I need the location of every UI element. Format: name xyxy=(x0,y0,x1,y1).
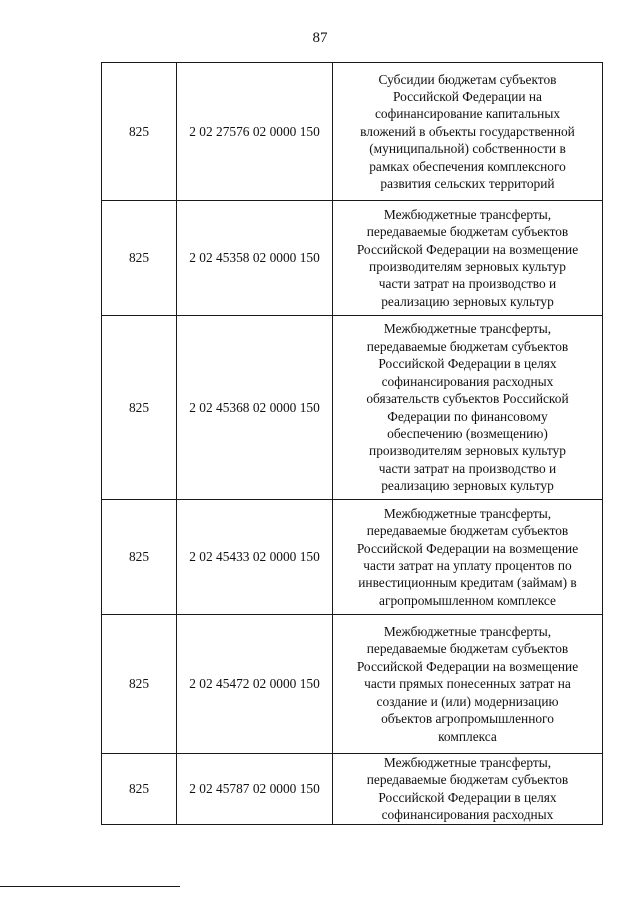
admin-code-cell: 825 xyxy=(102,615,177,754)
admin-code-cell: 825 xyxy=(102,500,177,615)
description-line: Межбюджетные трансферты, xyxy=(383,755,552,770)
description-line: передаваемые бюджетам субъектов xyxy=(366,338,569,354)
description-line: передаваемые бюджетам субъектов xyxy=(366,523,569,539)
description-line: части прямых понесенных затрат на xyxy=(364,676,571,692)
footnote-divider xyxy=(0,886,180,887)
table-row xyxy=(102,500,603,615)
description-cell xyxy=(333,754,603,825)
description-cell xyxy=(333,500,603,615)
description-line: части затрат на производство и xyxy=(378,460,557,476)
table-row xyxy=(102,63,603,201)
admin-code-cell: 825 xyxy=(102,63,177,201)
description-line: агропромышленном комплексе xyxy=(379,592,556,608)
description-line: софинансирования расходных xyxy=(381,373,554,389)
description-cell xyxy=(333,63,603,201)
description-line: передаваемые бюджетам субъектов xyxy=(366,224,569,240)
description-line: обеспечению (возмещению) xyxy=(387,425,548,441)
table-body xyxy=(102,63,603,825)
description-line: передаваемые бюджетам субъектов xyxy=(366,772,569,788)
description-line: Межбюджетные трансферты, xyxy=(383,505,552,521)
budget-code-cell: 2 02 45472 02 0000 150 xyxy=(177,615,333,754)
description-line: Межбюджетные трансферты, xyxy=(383,624,552,640)
description-line: комплекса xyxy=(438,728,497,744)
description-line: Российской Федерации на возмещение xyxy=(356,658,579,674)
page-number: 87 xyxy=(312,30,328,46)
description-line: производителям зерновых культур xyxy=(369,259,566,274)
description-line: Российской Федерации в целях xyxy=(378,789,557,805)
table-row xyxy=(102,316,603,500)
description-line: объектов агропромышленного xyxy=(381,711,554,727)
description-line: Российской Федерации на возмещение xyxy=(356,540,579,556)
description-line: реализацию зерновых культур xyxy=(381,478,554,494)
description-line: части затрат на производство и xyxy=(378,276,557,292)
description-cell xyxy=(333,201,603,316)
description-line: создание и (или) модернизацию xyxy=(376,693,559,709)
description-line: развития сельских территорий xyxy=(380,176,555,192)
description-line: Российской Федерации на возмещение xyxy=(356,241,579,257)
table-row xyxy=(102,201,603,316)
budget-classification-table xyxy=(101,62,603,825)
budget-code-cell: 2 02 27576 02 0000 150 xyxy=(177,63,333,201)
description-line: Российской Федерации на xyxy=(392,88,543,104)
description-line: Российской Федерации в целях xyxy=(378,356,557,372)
description-line: Субсидии бюджетам субъектов xyxy=(378,71,557,87)
description-line: рамках обеспечения комплексного xyxy=(369,158,566,174)
description-line: Межбюджетные трансферты, xyxy=(383,206,552,222)
description-line: обязательств субъектов Российской xyxy=(366,391,569,407)
description-line: Межбюджетные трансферты, xyxy=(383,321,552,337)
description-cell xyxy=(333,316,603,500)
budget-code-cell: 2 02 45368 02 0000 150 xyxy=(177,316,333,500)
admin-code-cell: 825 xyxy=(102,754,177,825)
budget-code-cell: 2 02 45358 02 0000 150 xyxy=(177,201,333,316)
budget-code-cell: 2 02 45433 02 0000 150 xyxy=(177,500,333,615)
description-line: реализацию зерновых культур xyxy=(381,293,554,309)
admin-code-cell: 825 xyxy=(102,316,177,500)
table-row xyxy=(102,754,603,825)
description-cell xyxy=(333,615,603,754)
admin-code-cell: 825 xyxy=(102,201,177,316)
description-line: Федерации по финансовому xyxy=(387,408,548,424)
description-line: части затрат на уплату процентов по xyxy=(363,558,572,573)
description-line: софинансирования расходных xyxy=(381,807,554,823)
description-line: производителям зерновых культур xyxy=(369,443,566,459)
description-line: передаваемые бюджетам субъектов xyxy=(366,641,569,657)
description-line: инвестиционным кредитам (займам) в xyxy=(358,575,577,591)
description-line: (муниципальной) собственности в xyxy=(369,141,566,157)
table-row xyxy=(102,615,603,754)
budget-code-cell: 2 02 45787 02 0000 150 xyxy=(177,754,333,825)
description-line: софинансирование капитальных xyxy=(374,106,561,122)
description-line: вложений в объекты государственной xyxy=(360,123,575,139)
